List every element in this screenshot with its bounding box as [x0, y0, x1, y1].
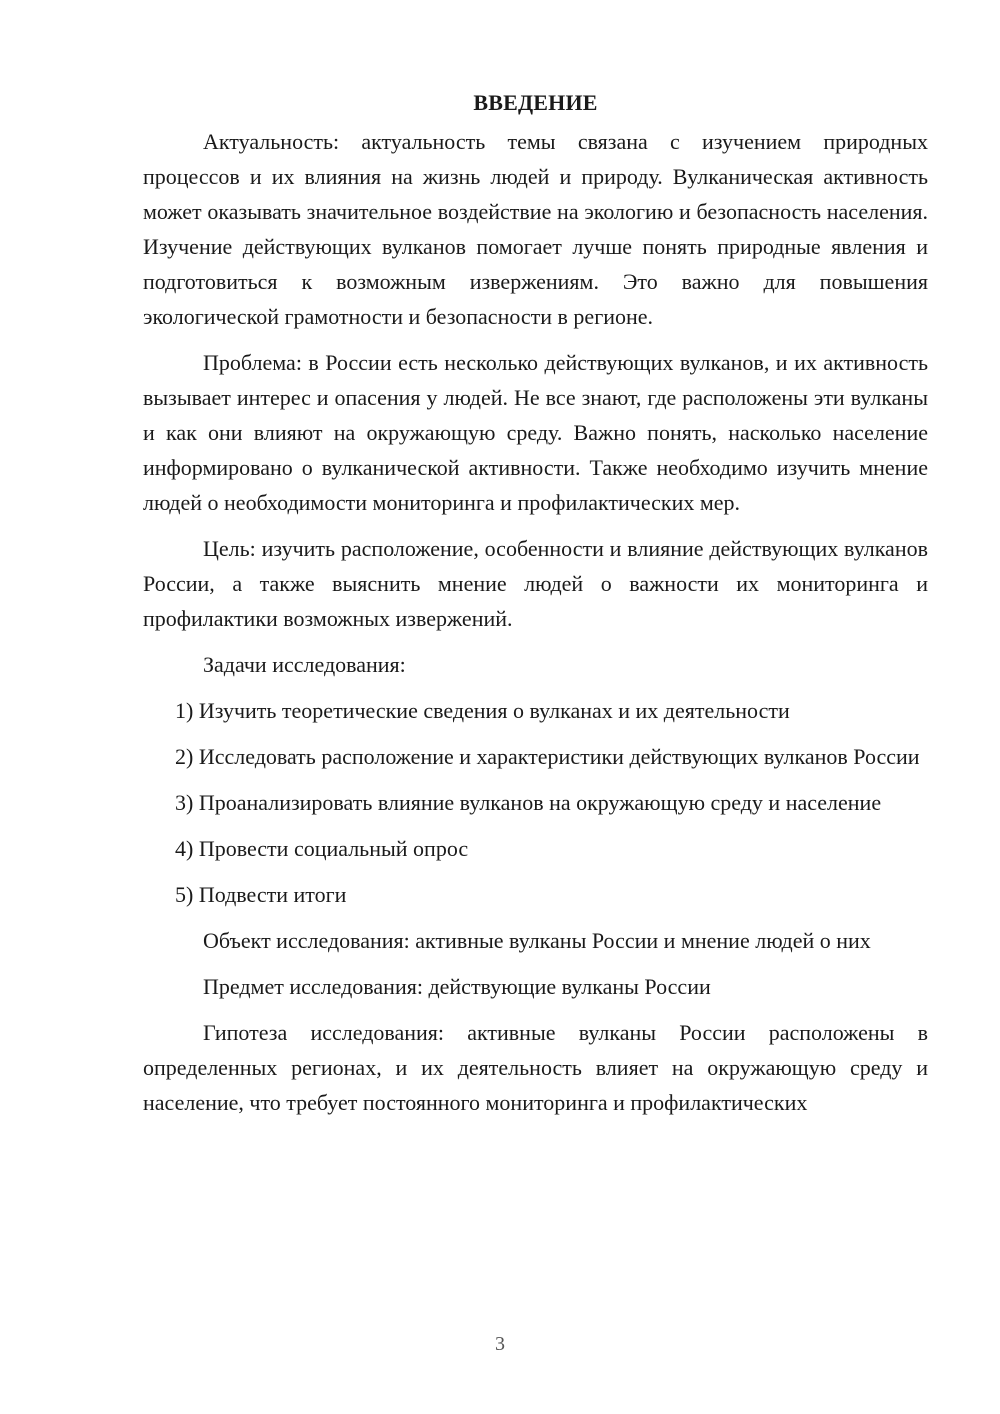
document-page: [143, 88, 928, 1120]
task-item-2: 2) Исследовать расположение и характеристики действующих вулканов России: [175, 744, 920, 769]
task-item-4: 4) Провести социальный опрос: [175, 836, 469, 861]
paragraph-relevance: Актуальность: актуальность темы связана с изучением природных процессов и их влияния на жизнь людей и природу. Вулканическая активность может оказывать значительное воздействие на экологию и безопасность населения. Изучение действующих вулканов помогает лучше понять природные явления и подготовиться к возможным извержениям. Это важно для повышения экологической грамотности и безопасности в регионе.: [143, 129, 928, 329]
page-number: 3: [495, 1333, 505, 1355]
tasks-title: Задачи исследования:: [203, 652, 406, 677]
task-item-5: 5) Подвести итоги: [175, 882, 347, 907]
paragraph-object: Объект исследования: активные вулканы России и мнение людей о них: [203, 928, 871, 953]
task-item-1: 1) Изучить теоретические сведения о вулканах и их деятельности: [175, 698, 790, 723]
paragraph-goal: Цель: изучить расположение, особенности и влияние действующих вулканов России, а также выяснить мнение людей о важности их мониторинга и профилактики возможных извержений.: [143, 536, 928, 631]
section-heading: ВВЕДЕНИЕ: [473, 90, 598, 115]
paragraph-problem: Проблема: в России есть несколько действующих вулканов, и их активность вызывает интерес и опасения у людей. Не все знают, где расположены эти вулканы и как они влияют на окружающую среду. Важно понять, насколько население информировано о вулканической активности. Также необходимо изучить мнение людей о необходимости мониторинга и профилактических мер.: [143, 350, 928, 515]
paragraph-hypothesis: Гипотеза исследования: активные вулканы России расположены в определенных регионах, и их деятельность влияет на окружающую среду и население, что требует постоянного мониторинга и профилактических: [143, 1020, 928, 1115]
paragraph-subject: Предмет исследования: действующие вулканы России: [203, 974, 711, 999]
task-item-3: 3) Проанализировать влияние вулканов на окружающую среду и население: [175, 790, 882, 815]
